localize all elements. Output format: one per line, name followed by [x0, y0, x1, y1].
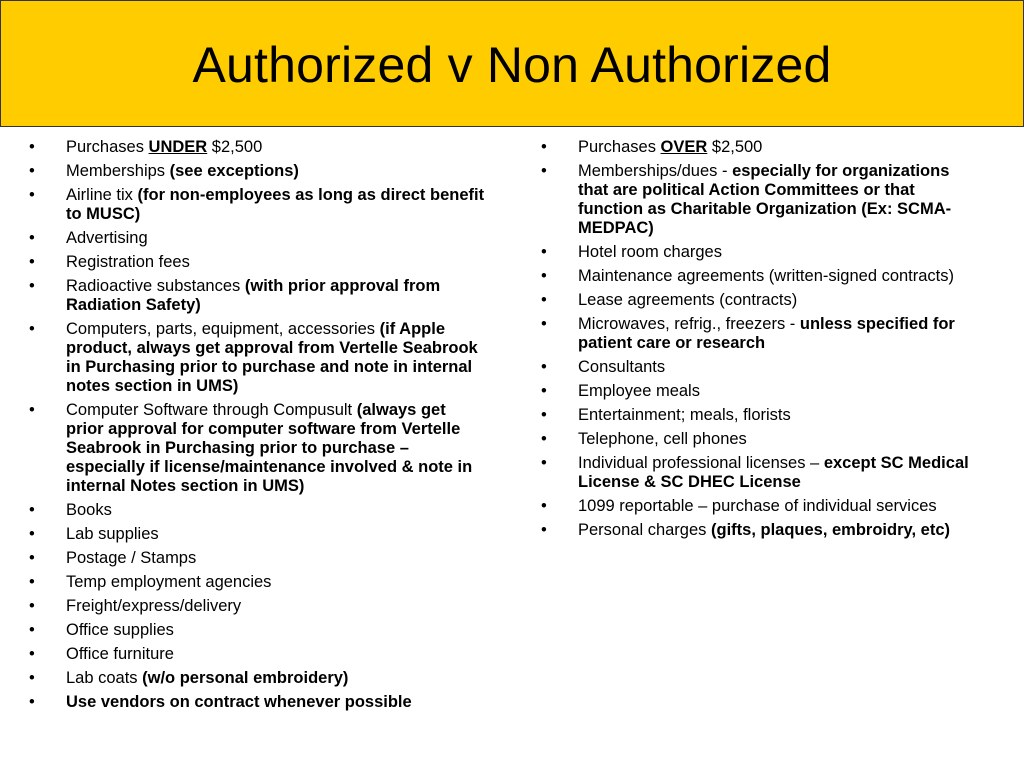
list-item — [538, 358, 978, 377]
list-item — [538, 162, 978, 238]
bullet-icon: • — [541, 382, 547, 400]
item-text: Personal charges — [578, 521, 711, 539]
item-text: Office furniture — [66, 645, 174, 663]
item-text: Telephone, cell phones — [578, 430, 747, 448]
list-item — [26, 669, 486, 688]
list-item — [26, 645, 486, 664]
bullet-icon: • — [29, 525, 35, 543]
list-item — [26, 229, 486, 248]
item-text: Lab supplies — [66, 525, 159, 543]
bullet-icon: • — [541, 243, 547, 261]
item-text: Individual professional licenses – — [578, 454, 824, 472]
list-item — [26, 253, 486, 272]
emphasis-text: except SC Medical License & SC DHEC License — [578, 454, 969, 491]
list-item — [26, 320, 486, 396]
bullet-icon: • — [29, 501, 35, 519]
bullet-icon: • — [541, 291, 547, 309]
item-text: Airline tix — [66, 186, 138, 204]
item-text: Computer Software through Compusult — [66, 401, 357, 419]
list-item — [26, 573, 486, 592]
item-text: Office supplies — [66, 621, 174, 639]
item-text: $2,500 — [707, 138, 763, 156]
bullet-icon: • — [541, 430, 547, 448]
emphasis-text: OVER — [660, 138, 708, 156]
item-text: Employee meals — [578, 382, 700, 400]
bullet-icon: • — [541, 162, 547, 180]
item-text: 1099 reportable – purchase of individual services — [578, 497, 937, 515]
item-text: Radioactive substances — [66, 277, 245, 295]
item-text: Microwaves, refrig., freezers - — [578, 315, 800, 333]
list-item — [538, 382, 978, 401]
bullet-icon: • — [29, 162, 35, 180]
list-item — [538, 267, 978, 286]
bullet-icon: • — [29, 621, 35, 639]
bullet-icon: • — [541, 315, 547, 333]
item-text: Entertainment; meals, florists — [578, 406, 791, 424]
bullet-icon: • — [29, 669, 35, 687]
item-text: Advertising — [66, 229, 148, 247]
item-text: Consultants — [578, 358, 666, 376]
list-item — [26, 186, 486, 224]
emphasis-text: (always get prior approval for computer software from Vertelle Seabrook in Purchasing prior to purchase – especially if license/maintenance involved & note in internal Notes section in UMS) — [66, 401, 473, 495]
list-item — [538, 406, 978, 425]
item-text: Hotel room charges — [578, 243, 722, 261]
bullet-icon: • — [541, 497, 547, 515]
item-text: Purchases — [66, 138, 149, 156]
item-text: Memberships — [66, 162, 170, 180]
item-text: Lease agreements (contracts) — [578, 291, 798, 309]
bullet-icon: • — [541, 454, 547, 472]
emphasis-text: (gifts, plaques, embroidry, etc) — [711, 521, 950, 539]
emphasis-text: Use vendors on contract whenever possible — [66, 693, 412, 711]
item-text: Computers, parts, equipment, accessories — [66, 320, 380, 338]
bullet-icon: • — [541, 138, 547, 156]
emphasis-text: (for non-employees as long as direct benefit to MUSC) — [66, 186, 485, 223]
list-item — [538, 454, 978, 492]
bullet-icon: • — [541, 267, 547, 285]
list-item — [26, 621, 486, 640]
bullet-icon: • — [29, 253, 35, 271]
item-text: Registration fees — [66, 253, 190, 271]
bullet-icon: • — [29, 138, 35, 156]
bullet-icon: • — [541, 521, 547, 539]
emphasis-text: UNDER — [148, 138, 208, 156]
bullet-icon: • — [29, 401, 35, 419]
list-item — [26, 277, 486, 315]
list-item — [538, 521, 978, 540]
emphasis-text: especially for organizations that are political Action Committees or that function as Charitable Organization (Ex: SCMA-MEDPAC) — [578, 162, 952, 237]
bullet-icon: • — [29, 645, 35, 663]
bullet-icon: • — [29, 597, 35, 615]
emphasis-text: unless specified for patient care or research — [578, 315, 955, 352]
bullet-icon: • — [29, 229, 35, 247]
bullet-icon: • — [29, 549, 35, 567]
list-item — [538, 315, 978, 353]
slide-title: Authorized v Non Authorized — [192, 36, 832, 93]
non-authorized-list — [538, 138, 978, 545]
list-item — [26, 401, 486, 496]
item-text: Temp employment agencies — [66, 573, 272, 591]
bullet-icon: • — [29, 186, 35, 204]
list-item — [538, 243, 978, 262]
list-item — [26, 693, 486, 712]
title-bar — [0, 0, 1024, 127]
authorized-list — [26, 138, 486, 717]
list-item — [538, 497, 978, 516]
item-text: Maintenance agreements (written-signed contracts) — [578, 267, 955, 285]
item-text: Books — [66, 501, 112, 519]
list-item — [538, 138, 978, 157]
list-item — [538, 430, 978, 449]
bullet-icon: • — [29, 320, 35, 338]
list-item — [26, 549, 486, 568]
emphasis-text: (with prior approval from Radiation Safety) — [66, 277, 441, 314]
item-text: $2,500 — [207, 138, 263, 156]
emphasis-text: (see exceptions) — [169, 162, 299, 180]
bullet-icon: • — [29, 693, 35, 711]
list-item — [538, 291, 978, 310]
item-text: Freight/express/delivery — [66, 597, 242, 615]
item-text: Purchases — [578, 138, 661, 156]
list-item — [26, 162, 486, 181]
item-text: Postage / Stamps — [66, 549, 197, 567]
bullet-icon: • — [541, 358, 547, 376]
list-item — [26, 501, 486, 520]
list-item — [26, 138, 486, 157]
bullet-icon: • — [29, 573, 35, 591]
list-item — [26, 597, 486, 616]
list-item — [26, 525, 486, 544]
bullet-icon: • — [29, 277, 35, 295]
item-text: Memberships/dues - — [578, 162, 733, 180]
emphasis-text: (w/o personal embroidery) — [142, 669, 349, 687]
item-text: Lab coats — [66, 669, 143, 687]
bullet-icon: • — [541, 406, 547, 424]
emphasis-text: (if Apple product, always get approval from Vertelle Seabrook in Purchasing prior to purchase and note in internal notes section in UMS) — [66, 320, 478, 395]
